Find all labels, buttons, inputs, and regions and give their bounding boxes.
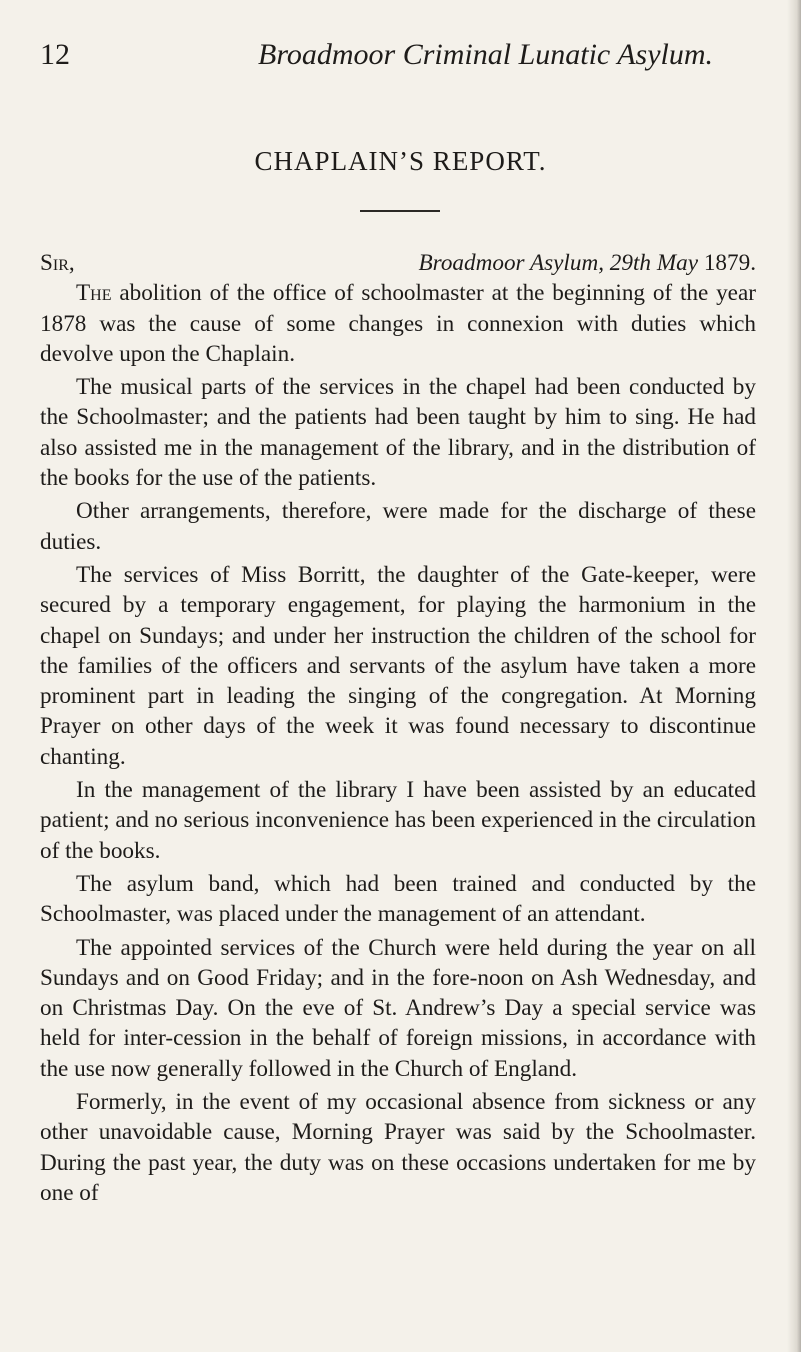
paragraph-5: In the management of the library I have been assisted by an educated patient; and no serious inconvenience has been experienced in the circulation of the books. [40,777,756,864]
title-rule [360,210,440,212]
date-place [419,248,757,278]
date-day: 29th [609,250,652,276]
paragraph-7: The appointed services of the Church were held during the year on all Sundays and on Good Friday; and in the fore-noon on Ash Wednesday, and on Christmas Day. On the eve of St. Andrew’s Day a special service was held for inter-cession in the behalf of foreign missions, in accordance with the use now generally followed in the Church of England. [40,934,756,1082]
paragraph-6: The asylum band, which had been trained and conducted by the Schoolmaster, was placed under the management of an attendant. [40,870,756,928]
date-month: May [656,250,699,276]
paragraph-2: The musical parts of the services in the chapel had been conducted by the Schoolmaster; and the patients had been taught by him to sing. He had also assisted me in the management of the library, and in the distribution of the books for the use of the patients. [40,374,756,492]
paragraph-text: abolition of the office of schoolmaster at the beginning of the year 1878 was the cause of some changes in connexion with duties which devolve upon the Chaplain. [40,280,756,367]
date-year: 1879. [703,250,756,276]
running-head [40,38,760,78]
report-body [40,248,756,1211]
running-title: Broadmoor Criminal Lunatic Asylum. [258,38,714,71]
page-number: 12 [40,38,70,71]
paragraph-8: Formerly, in the event of my occasional absence from sickness or any other unavoidable cause, Morning Prayer was said by the Schoolmaster. During the past year, the duty was on these occasions undertaken for me by one of [40,1089,756,1206]
salutation: Sir, [40,250,75,276]
paragraph-3: Other arrangements, therefore, were made for the discharge of these duties. [40,498,756,555]
dateline [40,248,756,278]
paragraph-4: The services of Miss Borritt, the daughter of the Gate-keeper, were secured by a temporary engagement, for playing the harmonium in the chapel on Sundays; and under her instruction the children of the school for the families of the officers and servants of the asylum have taken a more prominent part in leading the singing of the congregation. At Morning Prayer on other days of the week it was found necessary to discontinue chanting. [40,561,756,770]
page-edge-shadow [787,0,801,1352]
place: Broadmoor Asylum, [418,250,604,276]
paragraph-lead: The [76,280,112,307]
paragraph-1 [40,278,756,369]
report-title: CHAPLAIN’S REPORT. [254,146,547,176]
